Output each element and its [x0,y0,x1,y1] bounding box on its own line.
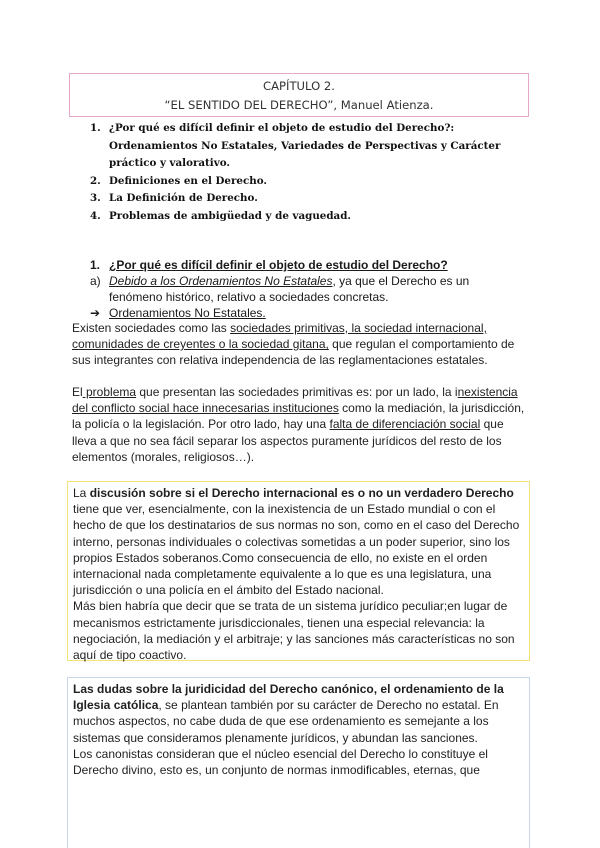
toc-item: 1. ¿Por qué es difícil definir el objeto de estudio del Derecho?: Ordenamientos No Estatales, Variedades de Perspectivas y Carácter práctico y valorativo. [90,122,501,169]
subpoint-a-continuation: fenómeno histórico, relativo a sociedades concretas. [109,290,389,304]
canonical-law-text: Las dudas sobre la juridicidad del Derecho canónico, el ordenamiento de la Iglesia católica, se plantean también por su carácter de Derecho no estatal. En muchos aspectos, no cabe duda de que ese ordenamiento es semejante a los sistemas que consideramos plenamente jurídicos, y abundan las sanciones. Los canonistas consideran que el núcleo esencial del Derecho lo constituye el Derecho divino, esto es, un conjunto de normas inmodificables, eternas, que [73,682,504,778]
canonical-law-box [67,677,530,848]
international-law-box [67,481,530,661]
paragraph-societies: Existen sociedades como las sociedades primitivas, la sociedad internacional, comunidades de creyentes o la sociedad gitana, que regulan el comportamiento de sus integrantes con relativa independencia de las reglamentaciones estatales. [72,321,515,368]
chapter-number: CAPÍTULO 2. [263,79,335,93]
arrow-item: ➔ Ordenamientos No Estatales. [90,306,266,320]
toc-item: 2. Definiciones en el Derecho. [90,174,267,187]
section-heading: 1. ¿Por qué es difícil definir el objeto de estudio del Derecho? [90,258,448,272]
subpoint-a: a) Debido a los Ordenamientos No Estatales, ya que el Derecho es un [90,274,470,288]
chapter-title-box [69,73,529,117]
arrow-icon: ➔ [90,306,101,320]
table-of-contents [90,120,530,225]
chapter-title: “EL SENTIDO DEL DERECHO”, Manuel Atienza. [164,98,434,112]
paragraph-problem: El problema que presentan las sociedades primitivas es: por un lado, la inexistencia del conflicto social hace innecesarias instituciones como la mediación, la jurisdicción, la policía o la legislación. Por otro lado, hay una falta de diferenciación social que lleva a que no sea fácil separar los aspectos puramente jurídicos del resto de los elementos (morales, religiosos…). [72,385,525,464]
toc-item: 4. Problemas de ambigüedad y de vaguedad. [90,209,352,222]
international-law-text: La discusión sobre si el Derecho internacional es o no un verdadero Derecho tiene que ver, esencialmente, con la inexistencia de un Estado mundial o con el hecho de que los destinatarios de sus normas no son, como en el caso del Derecho interno, personas individuales o colectivas sometidas a un poder superior, sino los propios Estados soberanos.Como consecuencia de ello, no existe en el orden internacional nada completamente equivalente a lo que es una legislatura, una jurisdicción o una policía en el ámbito del Estado nacional. Más bien habría que decir que se trata de un sistema jurídico peculiar;en lugar de mecanismos estrictamente jurisdiccionales, tienen una especial relevancia: la negociación, la mediación y el arbitraje; y las sanciones más características no son aquí de tipo coactivo. [73,486,520,663]
toc-item: 3. La Definición de Derecho. [90,192,258,204]
